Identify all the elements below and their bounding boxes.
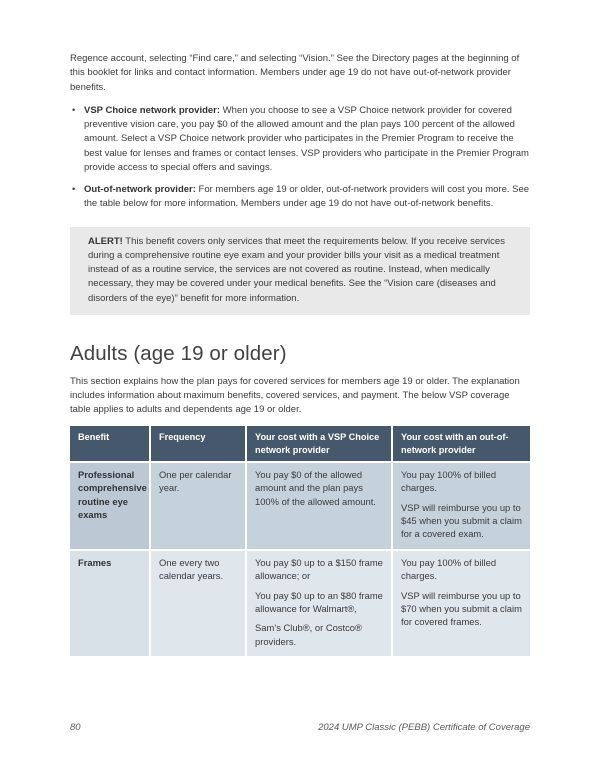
cell-frequency: One per calendar year.	[150, 462, 246, 550]
table-row-eye-exams	[70, 462, 530, 550]
footer-page-number: 80	[70, 722, 81, 733]
cell-paragraph: You pay $0 up to an $80 frame allowance for Walmart®,	[255, 589, 383, 614]
header-cell-benefit: Benefit	[70, 426, 150, 462]
intro-paragraph: Regence account, selecting “Find care,” and selecting “Vision.” See the Directory pages at the beginning of this booklet for links and contact information. Members under age 19 do not have out-of-network provider benefits.	[70, 53, 520, 93]
table-row-frames	[70, 550, 530, 656]
header-cell-oon-cost: Your cost with an out-of-network provider	[392, 426, 530, 462]
bullet-item-vsp-choice	[84, 104, 530, 175]
footer-doc-title: 2024 UMP Classic (PEBB) Certificate of Coverage	[318, 722, 530, 733]
bullet-item-out-of-network	[84, 183, 530, 212]
cell-paragraph: You pay $0 of the allowed amount and the plan pays 100% of the allowed amount.	[255, 469, 376, 507]
cell-paragraph: You pay 100% of billed charges.	[401, 469, 497, 494]
header-cell-frequency: Frequency	[150, 426, 246, 462]
header-cell-vsp-cost: Your cost with a VSP Choice network provider	[246, 426, 392, 462]
bullet-lead: Out-of-network provider:	[84, 184, 196, 195]
coverage-table	[70, 426, 530, 656]
bullet-text: For members age 19 or older, out-of-network providers will cost you more. See the table below for more information. Members under age 19 do not have out-of-network benefits.	[84, 184, 530, 210]
section-heading: Adults (age 19 or older)	[70, 341, 287, 365]
cell-paragraph: VSP will reimburse you up to $45 when you submit a claim for a covered exam.	[401, 501, 522, 540]
bullet-list	[70, 104, 530, 212]
bullet-text: When you choose to see a VSP Choice network provider for covered preventive vision care, you pay $0 of the allowed amount and the plan pays 100 percent of the allowed amount. Select a VSP Choice network provider who participates in the Premier Program to receive the best value for lenses and frames or contact lenses. VSP providers who participate in the Premier Program provide access to special offers and savings.	[84, 104, 529, 173]
alert-box	[70, 227, 530, 315]
page-footer	[70, 721, 530, 735]
cell-vsp-cost	[246, 550, 392, 656]
cell-benefit: Professional comprehensive routine eye exams	[70, 462, 150, 550]
cell-paragraph: Sam’s Club®, or Costco® providers.	[255, 622, 362, 647]
cell-vsp-cost	[246, 462, 392, 550]
alert-text	[88, 235, 514, 306]
cell-paragraph: VSP will reimburse you up to $70 when you submit a claim for covered frames.	[401, 589, 522, 628]
alert-body: This benefit covers only services that meet the requirements below. If you receive services during a comprehensive routine eye exam and your provider bills your visit as a medical treatment instead of as a routine service, the services are not covered as routine. Instead, when medically necessary, they may be covered under your medical benefits. See the “Vision care (diseases and disorders of the eye)” benefit for more information.	[88, 235, 505, 304]
cell-oon-cost	[392, 550, 530, 656]
table-header-row	[70, 426, 530, 462]
cell-paragraph: You pay $0 up to a $150 frame allowance; or	[255, 556, 383, 582]
cell-frequency: One every two calendar years.	[150, 550, 246, 656]
cell-oon-cost	[392, 462, 530, 550]
cell-paragraph: You pay 100% of billed charges.	[401, 556, 497, 582]
bullet-lead: VSP Choice network provider:	[84, 104, 221, 116]
cell-benefit: Frames	[70, 550, 150, 656]
section-paragraph: This section explains how the plan pays for covered services for members age 19 or older. The explanation includes information about maximum benefits, covered services, and payment. The below VSP coverage table applies to adults and dependents age 19 or older.	[70, 375, 520, 415]
alert-lead: ALERT!	[88, 235, 123, 247]
